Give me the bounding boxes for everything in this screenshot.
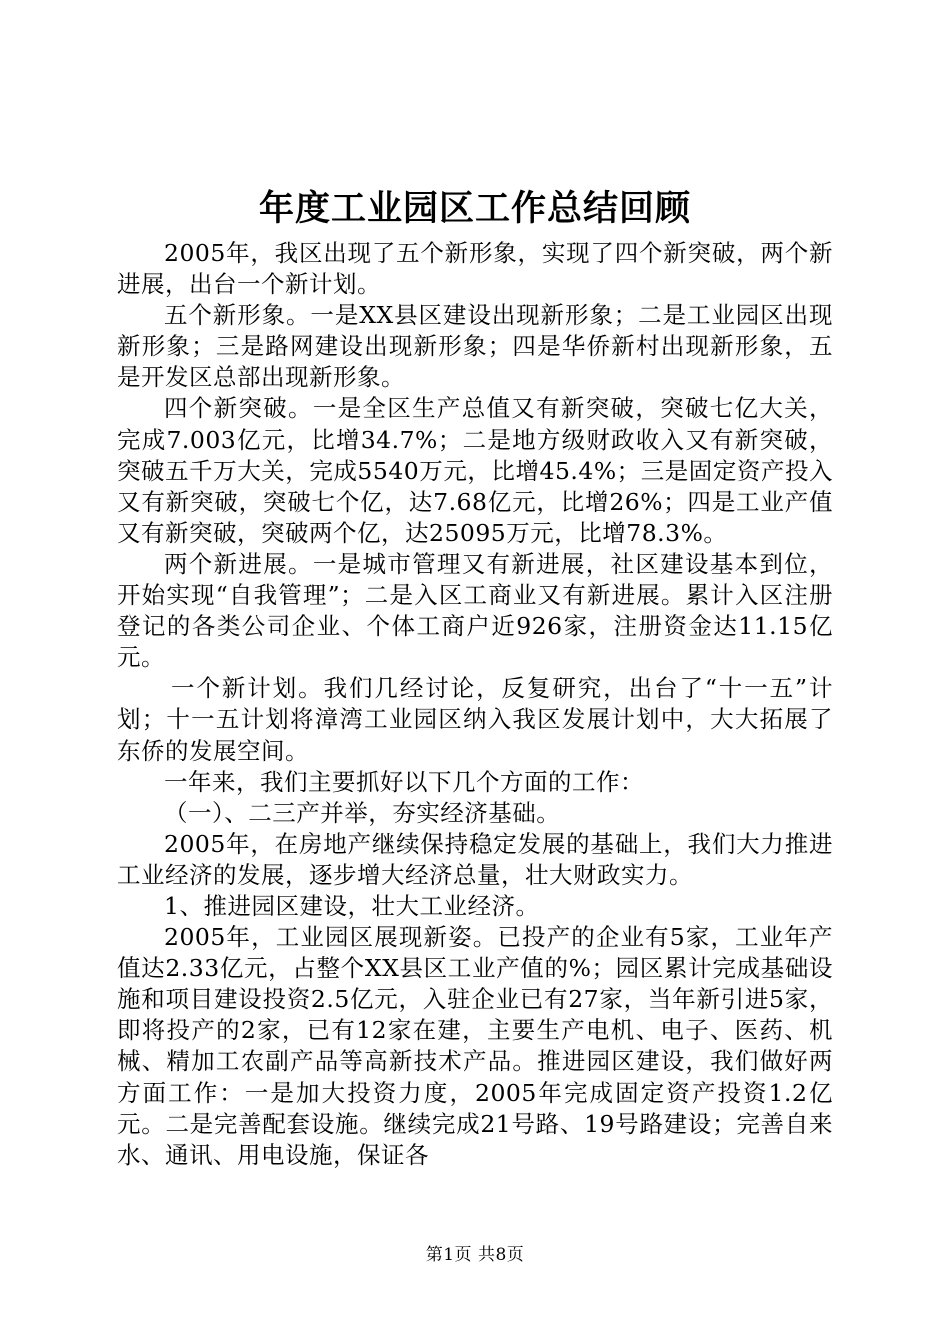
paragraph: 四个新突破。一是全区生产总值又有新突破，突破七亿大关，完成7.003亿元，比增34.7%；二是地方级财政收入又有新突破，突破五千万大关，完成5540万元，比增45.4%；三是固定资产投入又有新突破，突破七个亿，达7.68亿元，比增26%；四是工业产值又有新突破，突破两个亿，达25095万元，比增78.3%。 — [117, 394, 833, 547]
document-body — [117, 238, 833, 1171]
paragraph: 五个新形象。一是XX县区建设出现新形象；二是工业园区出现新形象；三是路网建设出现新形象；四是华侨新村出现新形象，五是开发区总部出现新形象。 — [117, 301, 833, 392]
paragraph: 2005年，工业园区展现新姿。已投产的企业有5家，工业年产值达2.33亿元，占整个XX县区工业产值的%；园区累计完成基础设施和项目建设投资2.5亿元，入驻企业已有27家，当年新引进5家，即将投产的2家，已有12家在建，主要生产电机、电子、医药、机械、精加工农副产品等高新技术产品。推进园区建设，我们做好两方面工作：一是加大投资力度，2005年完成固定资产投资1.2亿元。二是完善配套设施。继续完成21号路、19号路建设；完善自来水、通讯、用电设施，保证各 — [117, 923, 833, 1169]
paragraph: 两个新进展。一是城市管理又有新进展，社区建设基本到位，开始实现“自我管理”；二是入区工商业又有新进展。累计入区注册登记的各类公司企业、个体工商户近926家，注册资金达11.15亿元。 — [117, 549, 833, 672]
paragraph: 2005年，我区出现了五个新形象，实现了四个新突破，两个新进展，出台一个新计划。 — [117, 239, 833, 299]
page-title: 年度工业园区工作总结回顾 — [258, 188, 691, 229]
subsection-heading: 1、推进园区建设，壮大工业经济。 — [164, 891, 540, 920]
paragraph: 一个新计划。我们几经讨论，反复研究，出台了“十一五”计划；十一五计划将漳湾工业园区纳入我区发展计划中，大大拓展了东侨的发展空间。 — [117, 674, 833, 765]
page-number-footer: 第1页 共8页 — [425, 1245, 525, 1265]
paragraph: 一年来，我们主要抓好以下几个方面的工作： — [164, 767, 644, 796]
paragraph: 2005年，在房地产继续保持稳定发展的基础上，我们大力推进工业经济的发展，逐步增大经济总量，壮大财政实力。 — [117, 829, 833, 889]
section-heading: （一）、二三产并举，夯实经济基础。 — [164, 798, 561, 827]
